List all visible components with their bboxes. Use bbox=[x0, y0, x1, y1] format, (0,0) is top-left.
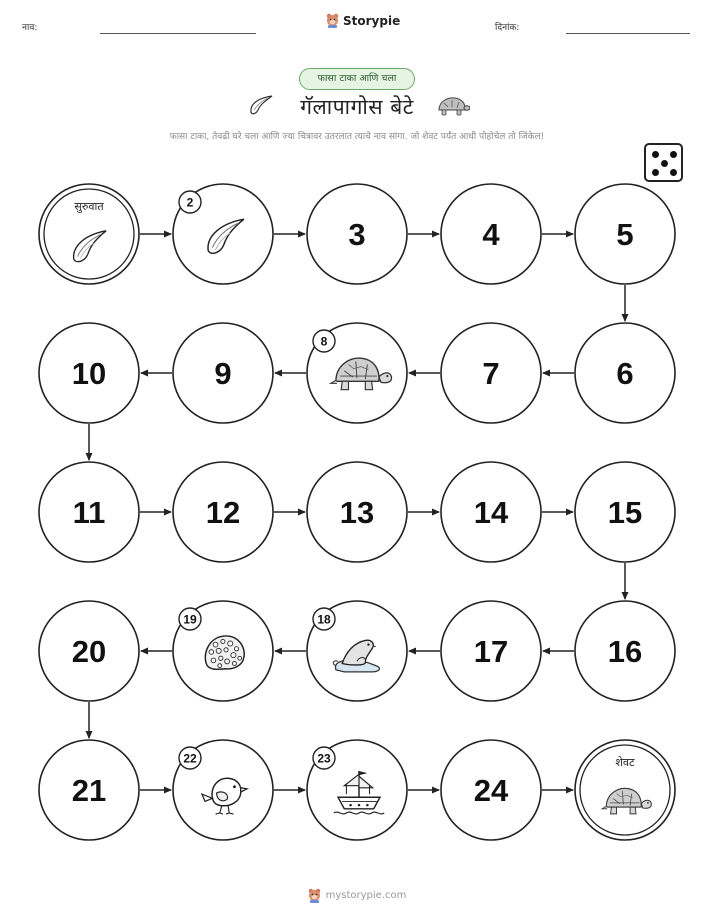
board-cell-9 bbox=[173, 323, 273, 423]
board-cell-18 bbox=[307, 601, 407, 701]
board-cell-23 bbox=[307, 740, 407, 840]
cell-number: 23 bbox=[317, 751, 331, 766]
cell-circle bbox=[39, 184, 139, 284]
board-cell-15 bbox=[575, 462, 675, 562]
cell-number: 24 bbox=[473, 773, 509, 808]
footer bbox=[0, 888, 714, 903]
board-cell-24 bbox=[441, 740, 541, 840]
cell-number: 12 bbox=[205, 495, 241, 530]
cell-number: 9 bbox=[214, 356, 232, 391]
game-type-badge: फासा टाका आणि चला bbox=[299, 68, 415, 90]
board-cell-8 bbox=[307, 323, 407, 423]
footer-url[interactable]: mystorypie.com bbox=[325, 890, 407, 901]
board-cell-2 bbox=[173, 184, 273, 284]
cell-number: 8 bbox=[320, 334, 328, 349]
bear-logo-icon bbox=[308, 888, 321, 903]
board-cell-14 bbox=[441, 462, 541, 562]
cell-number: 20 bbox=[71, 634, 107, 669]
cell-number: 19 bbox=[183, 612, 197, 627]
board-cell-6 bbox=[575, 323, 675, 423]
board-cell-25 bbox=[575, 740, 675, 840]
board-cell-10 bbox=[39, 323, 139, 423]
cell-number: 3 bbox=[348, 217, 366, 252]
board-cell-16 bbox=[575, 601, 675, 701]
brand-name: Storypie bbox=[343, 13, 401, 28]
board-cell-21 bbox=[39, 740, 139, 840]
cell-number: 2 bbox=[186, 195, 194, 210]
cell-number: 18 bbox=[317, 612, 331, 627]
cell-number: 16 bbox=[607, 634, 643, 669]
end-label: शेवट bbox=[615, 756, 635, 769]
start-label: सुरुवात bbox=[74, 200, 104, 213]
board-cell-20 bbox=[39, 601, 139, 701]
board-cell-13 bbox=[307, 462, 407, 562]
cell-number: 14 bbox=[473, 495, 509, 530]
name-label: नाव: bbox=[22, 23, 38, 33]
board-cell-4 bbox=[441, 184, 541, 284]
board-cell-17 bbox=[441, 601, 541, 701]
instructions-text: फासा टाका, तेवढी घरे चला आणि ज्या चित्रावर उतरलात त्याचे नाव सांगा. जो शेवट पर्यंत आधी पोहोचेल तो जिंकेल! bbox=[169, 132, 545, 142]
date-label: दिनांक: bbox=[495, 23, 520, 33]
board-cell-7 bbox=[441, 323, 541, 423]
cell-number: 7 bbox=[482, 356, 500, 391]
cell-number: 17 bbox=[473, 634, 509, 669]
page-title: गॅलापागोस बेटे bbox=[300, 95, 414, 119]
board-cell-1 bbox=[39, 184, 139, 284]
cell-number: 22 bbox=[183, 751, 197, 766]
cell-number: 11 bbox=[72, 495, 106, 530]
cell-number: 13 bbox=[339, 495, 375, 530]
board-cell-19 bbox=[173, 601, 273, 701]
cell-number: 15 bbox=[607, 495, 643, 530]
board-cell-5 bbox=[575, 184, 675, 284]
board-cell-11 bbox=[39, 462, 139, 562]
cell-number: 10 bbox=[71, 356, 107, 391]
cell-number: 21 bbox=[71, 773, 107, 808]
cell-number: 6 bbox=[616, 356, 634, 391]
board-cell-12 bbox=[173, 462, 273, 562]
board-cell-3 bbox=[307, 184, 407, 284]
board-cell-22 bbox=[173, 740, 273, 840]
cell-number: 5 bbox=[616, 217, 634, 252]
cell-number: 4 bbox=[482, 217, 500, 252]
